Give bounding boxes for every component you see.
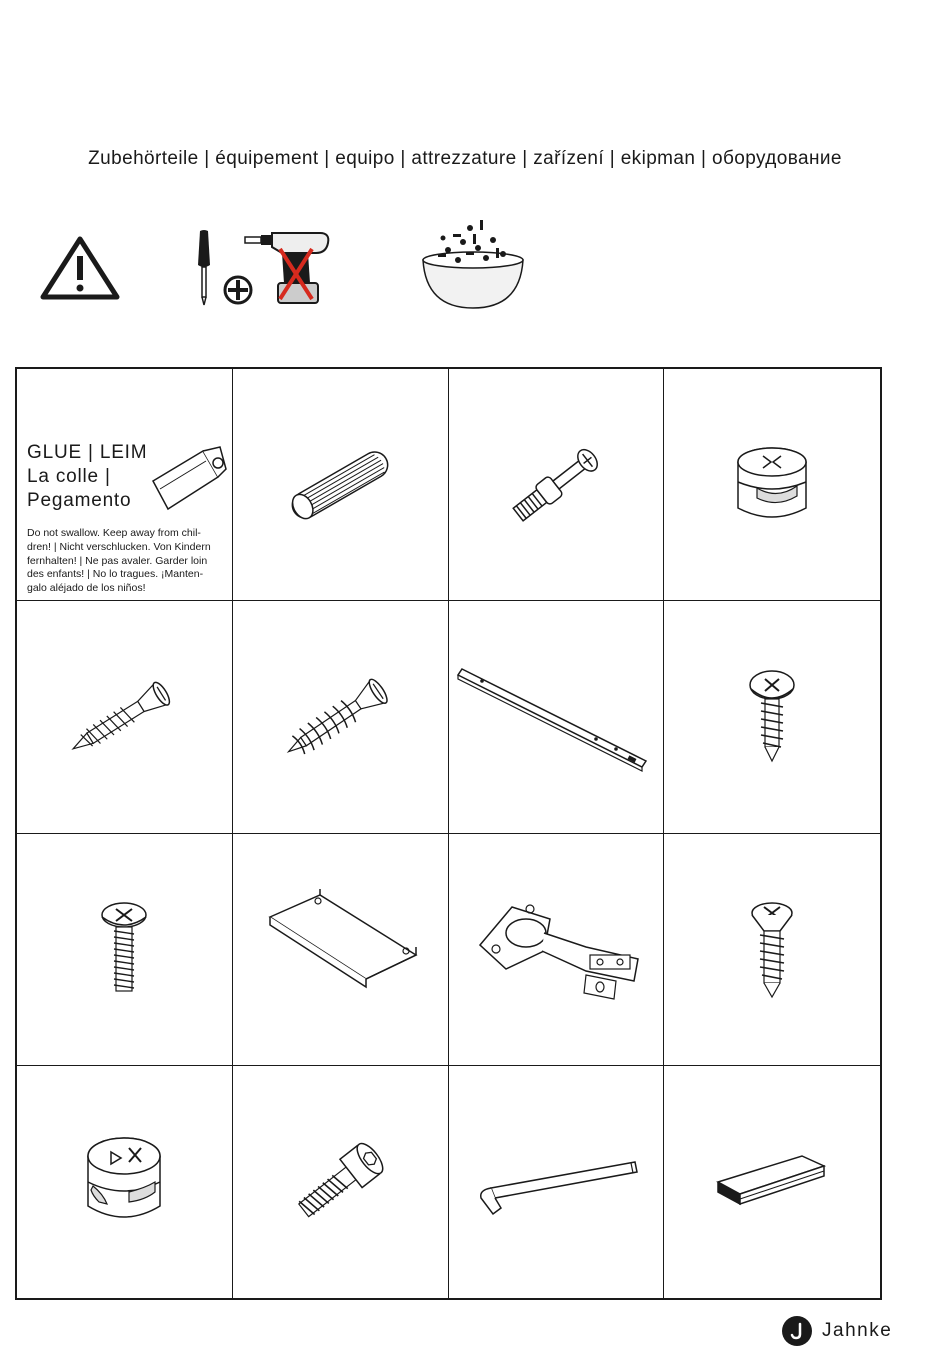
glue-title-line: Pegamento [27, 490, 132, 511]
felt-pad-icon [712, 1142, 832, 1222]
part-cell [449, 601, 665, 833]
glue-warning-line: dren! | Nicht verschlucken. Von Kindern [27, 540, 211, 553]
drawer-rail-icon [456, 657, 656, 777]
brand-logo [782, 1316, 892, 1346]
glue-warning-line: galo aléjado de los niños! [27, 582, 146, 595]
screwdriver-icon [194, 229, 214, 307]
wooden-dowel-icon [275, 440, 405, 530]
glue-bottle-icon [148, 443, 228, 517]
part-cell [449, 834, 665, 1066]
pan-head-screw-icon [737, 667, 807, 767]
part-cell [664, 601, 880, 833]
parts-bowl-icon [418, 210, 528, 310]
part-cell [17, 1066, 233, 1298]
glue-title-line: La colle | [27, 466, 111, 487]
allen-key-icon [471, 1142, 641, 1222]
part-cell [664, 1066, 880, 1298]
glue-warning-line: fernhalten! | Ne pas avaler. Garder loin [27, 554, 208, 567]
angle-bracket-icon [260, 889, 420, 1009]
cam-bolt-icon [496, 435, 616, 535]
glue-warning [27, 527, 233, 596]
cam-lock-icon [727, 440, 817, 530]
cabinet-hinge-icon [466, 889, 646, 1009]
part-cell [17, 601, 233, 833]
allen-bolt-icon [280, 1132, 400, 1232]
no-power-drill-icon [242, 227, 332, 309]
cam-lock-icon [79, 1132, 169, 1232]
glue-title-line: GLUE | LEIM [27, 442, 148, 463]
warning-triangle-icon [40, 236, 120, 300]
part-cell [233, 369, 449, 601]
part-cell [233, 601, 449, 833]
glue-title [27, 441, 147, 513]
part-cell [233, 1066, 449, 1298]
machine-screw-icon [94, 899, 154, 999]
brand-name: Jahnke [822, 1320, 893, 1341]
part-cell [664, 369, 880, 601]
coarse-screw-icon [270, 662, 410, 772]
logo-mark [782, 1316, 812, 1346]
logo-j-icon [782, 1316, 812, 1346]
glue-cell [17, 369, 233, 601]
part-cell [449, 1066, 665, 1298]
part-cell [449, 369, 665, 601]
wood-screw-icon [54, 667, 194, 767]
page-title: Zubehörteile | équipement | equipo | attrezzature | zařízení | ekipman | оборудование [88, 148, 842, 169]
countersunk-screw-icon [742, 899, 802, 999]
part-cell [233, 834, 449, 1066]
parts-grid [15, 367, 882, 1300]
glue-warning-line: Do not swallow. Keep away from chil- [27, 527, 201, 539]
part-cell [17, 834, 233, 1066]
glue-warning-line: des enfants! | No lo tragues. ¡Manten- [27, 568, 204, 581]
part-cell [664, 834, 880, 1066]
